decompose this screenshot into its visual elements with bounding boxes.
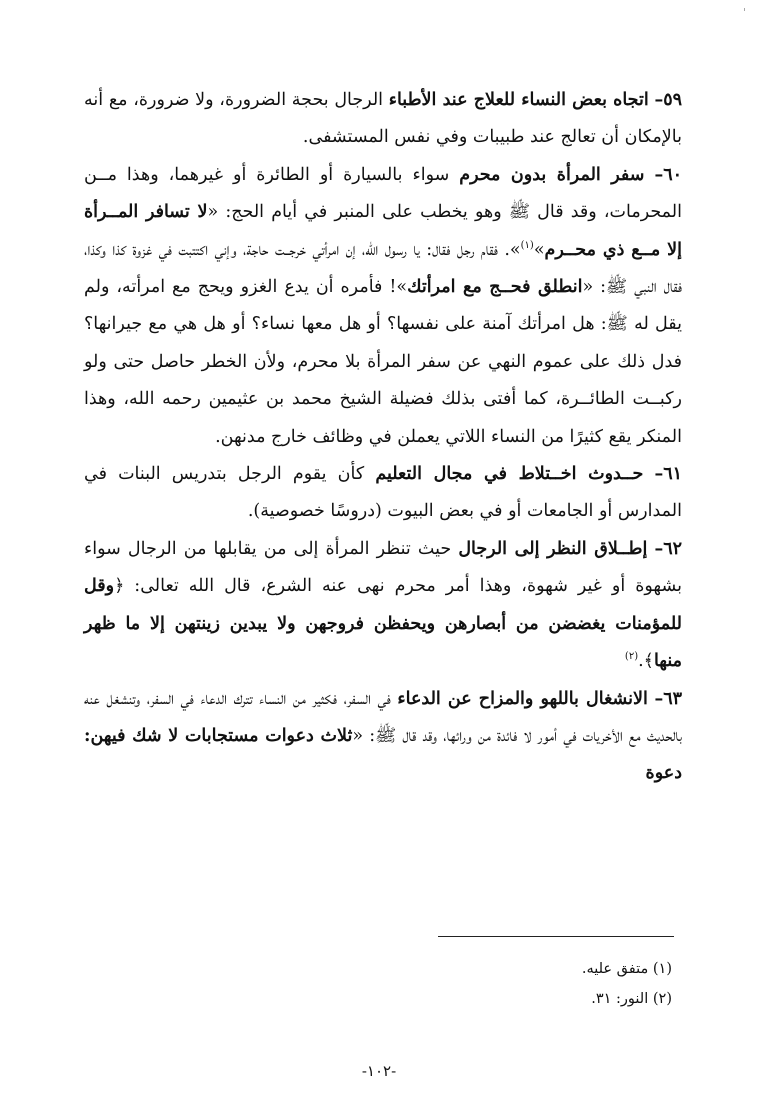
item-title: اتجاه بعض النساء للعلاج عند الأطباء [388,90,649,110]
item-60 [84,157,682,456]
page-number: -١٠٢- [361,1062,397,1080]
footnote-ref: (٢) [624,651,639,663]
item-text: ﴾. [638,651,654,672]
item-number: ٦١– [654,464,682,485]
quote-close: » [533,239,545,260]
item-text: في السفر، فكثير من النساء تترك الدعاء في السفر، وتنشغل عنه بالحديث مع الأخريات في أمور لا فائدة من ورائها، وقد قال ﷺ: « [84,688,682,746]
item-title: سفر المرأة بدون محرم [459,164,645,185]
item-61 [84,456,682,531]
item-number: ٥٩– [654,90,682,110]
item-title: حــدوث اخــتلاط في مجال التعليم [375,464,644,485]
item-text: »! فأمره أن يدع الغزو ويحج مع امرأته، ولم يقل له ﷺ: هل امرأتك آمنة على نفسها؟ أو هل معها نساء؟ أو هل هي مع جيرانها؟ فدل ذلك على عموم النهي عن سفر المرأة بلا محرم، ولأن الخطر حاصل حتى ولو ركبــت الطائــرة، كما أفتى بذلك فضيلة الشيخ محمد بن عثيمين رحمه الله، وهذا المنكر يقع كثيرًا من النساء اللاتي يعملن في وظائف خارج مدنهن. [84,277,682,447]
footnote-text: متفق عليه. [581,961,649,977]
hadith-quote: انطلق فحــج مع امرأتك [407,277,583,298]
footnote [582,954,672,984]
footnote-marker: (٢) [652,991,672,1007]
footnote-divider [438,936,674,937]
item-text: ». فقام رجل فقال: يا رسول الله، إن امرأتي خرجــت حاجة، وإني اكتتبت في غزوة كذا وكذا، فقال النبي ﷺ: « [84,239,683,298]
footnotes [582,954,672,1014]
item-text: سواء بالسيارة أو الطائرة أو غيرهما، وهذا مــن المحرمات، وقد قال ﷺ وهو يخطب على المنبر في أيام الحج: « [84,164,682,223]
item-text: الرجال بحجة الضرورة، ولا ضرورة، مع أنه بالإمكان أن تعالج عند طبيبات وفي نفس المستشفى. [84,90,682,148]
hadith-quote: ثلاث دعوات مستجابات لا شك فيهن: دعوة [84,725,682,784]
item-text: كأن يقوم الرجل بتدريس البنات في المدارس أو الجامعات أو في بعض البيوت (دروسًا خصوصية). [84,464,682,522]
body-text [84,82,682,793]
item-text: حيث تنظر المرأة إلى من يقابلها من الرجال سواء بشهوة أو غير شهوة، وهذا أمر محرم نهى عنه الشرع، قال الله تعالى: ﴿ [84,538,682,597]
quran-quote: وقل للمؤمنات يغضضن من أبصارهن ويحفظن فروجهن ولا يبدين زينتهن إلا ما ظهر منها [84,576,682,672]
item-62 [84,531,682,681]
item-63 [84,681,682,793]
footnote-marker: (١) [652,961,672,977]
item-number: ٦٣– [654,688,682,709]
item-title: الانشغال باللهو والمزاح عن الدعاء [397,688,648,709]
corner-mark: ' [742,6,746,19]
footnote [582,984,672,1014]
item-number: ٦٠– [654,164,682,185]
item-number: ٦٢– [654,538,682,559]
footnote-ref: (١) [520,239,534,251]
item-59 [84,82,682,157]
item-title: إطــلاق النظر إلى الرجال [458,538,648,559]
hadith-quote: لا تسافر المــرأة إلا مــع ذي محــرم [84,202,683,260]
footnote-text: النور: ٣١. [591,991,649,1007]
